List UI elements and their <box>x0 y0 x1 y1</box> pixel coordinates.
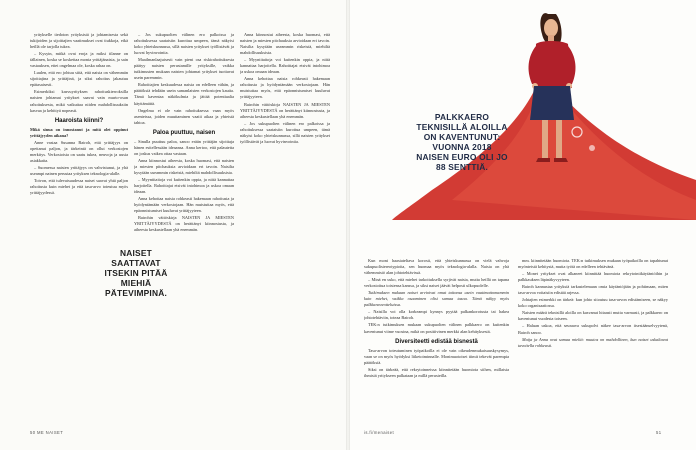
paragraph: – Minä en usko, että miehet tarkoituksella syrjivät naisia, mutta heillä on tapana verkostoitua toistensa kanssa, ja siksi naiset jäävät helposti ulkopuolelle. <box>364 277 509 289</box>
paragraph: – Kysyin, mitkä ovat eroja ja miksi tilanne on tällainen, koska se koskettaa monia yrittäjänaisia, ja sain vastauksen, ettei ongelmaa ole, koska rahaa on. <box>30 51 128 69</box>
paragraph: Tutkimuksen mukaan naiset arvioivat omat taitonsa usein vaatimattomammin kuin miehet, vaikka osaaminen olisi samaa tasoa. Tämä näkyy myös palkkaneuvotteluissa. <box>364 290 509 308</box>
page-folio-right: 51 <box>656 430 662 435</box>
paragraph: – Jos sukupuolten välinen ero palkoissa ja rahoituksessa saataisiin kurottua umpeen, tämä näkyisi koko yhteiskunnassa, sillä naisten yritykset työllistävät ja luovat hyvinvointia. <box>134 32 234 56</box>
paragraph: Toivon, että tulevaisuudessa naiset saavat yhtä paljon rahoitusta kuin miehet ja että tasa-arvo toteutuu myös yrittäjyydessä. <box>30 177 128 196</box>
paragraph: – Naisilla voi olla korkeampi kynnys pyytää palkankorotusta tai hakea johtotehtäviin, toteaa Bairoh. <box>364 309 509 321</box>
paragraph: Tasa-arvon toteutuminen työpaikoilla ei ole vain oikeudenmukaisuuskysymys, vaan se on myös hyödyksi liiketoiminnalle. Monimuotoiset tiimit tekevät parempia päätöksiä. <box>364 347 509 365</box>
left-column-2 <box>134 32 234 425</box>
paragraph: Anna kehottaa naisia rohkeasti hakemaan rahoitusta ja hyödyntämään verkostojaan. Hän muistuttaa myös, että epäonnistumiset kuuluvat yrittäjyyteen. <box>134 196 234 214</box>
right-column-1 <box>364 258 509 428</box>
right-column-2 <box>518 258 668 428</box>
paragraph: Mikä sinua on innostanut ja mitä olet oppinut yrittäjyyden aikana? <box>30 126 128 138</box>
paragraph: – Jos sukupuolten välinen ero palkoissa ja rahoituksessa saataisiin kurottua umpeen, tämä näkyisi koko yhteiskunnassa, sillä naisten yritykset työllistävät ja luovat hyvinvointia. <box>240 120 330 144</box>
paragraph: Siksi on tärkeää, että rekrytoinneissa kiinnitetään huomiota siihen, millaisia ihmisiä yritykseen palkataan ja millä perusteilla. <box>364 366 509 378</box>
paragraph: Bairohin väitöskirja NAISTEN JA MIESTEN YRITTÄJYYDESTÄ on herättänyt kiinnostusta, ja aiheesta keskustellaan yhä enemmän. <box>240 101 330 119</box>
paragraph: Bairoh kannustaa yrityksiä tarkastelemaan omia käytäntöjään ja pohtimaan, miten tasa-arvoa voitaisiin edistää arjessa. <box>518 284 668 296</box>
paragraph: Esimerkiksi kasvuyrityksen rahoituskierroksilla naisten johtamat yritykset saavat vain murto-osan rahoituksesta, mikä vaikuttaa niiden mahdollisuuksiin kasvaa ja kehittyä nopeasti. <box>30 89 128 113</box>
paragraph: Kun moni haastateltava korosti, että yhteiskunnassa on vielä vahvoja sukupuolistereotypioita, sen huomaa myös teknologia-alalla. Naisia on yhä vähemmistö alan johtotehtävissä. <box>364 258 509 276</box>
paragraph: Ongelma ei ole vain rahoituksessa vaan myös asenteissa, joiden muuttaminen vaatii aikaa ja yhteistä tahtoa. <box>134 107 234 125</box>
page-folio-left: 50 ME NAISET <box>30 430 64 435</box>
paragraph: Naisten määrä teknisillä aloilla on kasvanut hitaasti mutta varmasti, ja palkkaero on kaventunut vuodesta toiseen. <box>518 310 668 322</box>
paragraph: – Myyntitaitoja voi kuitenkin oppia, ja niitä kannattaa harjoitella. Rahoittajat etsivät intohimoa ja uskoa omaan ideaan. <box>240 57 330 75</box>
section-heading: Diversiteetti edistää bisnestä <box>395 338 478 345</box>
section-heading: Haaroista kiinni? <box>54 117 104 124</box>
pull-quote-right: PALKKAERO TEKNISILLÄ ALOILLA ON KAVENTUNUT: VUONNA 2018 NAISEN EURO OLI JO 88 SENTTIÄ. <box>416 112 508 172</box>
paragraph: – Myyntitaitoja voi kuitenkin oppia, ja niitä kannattaa harjoitella. Rahoittajat etsivät intohimoa ja uskoa omaan ideaan. <box>134 176 234 195</box>
paragraph: – Suomessa naisten yrittäjyys on vahvistunut, ja yhä useampi nainen perustaa yrityksen teknologia-alalle. <box>30 164 128 176</box>
paragraph: Maailmanlaajuisesti vain pieni osa riskirahoituksesta päätyy naisten perustamille yrityksille, vaikka tutkimusten mukaan naisten johtamat yritykset tuottavat usein paremmin. <box>134 57 234 81</box>
page-folio-url: is.fi/menaiset <box>364 430 395 435</box>
paragraph: yritykselle tiedoton yrityksistä ja johtamisesta sekä tukijoiden ja sijoittajien vaatimukset ovat tiukkoja, eikä heillä ole tarjolla tukea. <box>30 32 128 50</box>
paragraph: Rahoittajien keskuudessa naisia on edelleen vähän, ja päätöksiä tehdään usein samanlaisten verkostojen kautta. Tämä kaventaa näkökulmia ja jättää potentiaalia käyttämättä. <box>134 82 234 106</box>
paragraph: – Sinulla puuttuu paloa, sanoo erään yrittäjän sijoittaja hänen esitellessään ideaansa. Anna kertoo, että palautetta on joskus vaikea ottaa vastaan. <box>134 138 234 156</box>
paragraph: Bairohin väitöskirja NAISTEN JA MIESTEN YRITTÄJYYDESTÄ on herättänyt kiinnostusta, ja aiheesta keskustellaan yhä enemmän. <box>134 215 234 233</box>
paragraph: Anna kiinnostui aiheesta, koska huomasi, että naisten ja miesten pitchauksia arvioidaan eri tavoin. Naisilta kysytään useammin riskeistä, miehiltä mahdollisuuksista. <box>240 32 330 56</box>
section-heading: Paloa puuttuu, naisen <box>152 129 216 136</box>
left-column-1 <box>30 32 128 425</box>
pull-quote: NAISET SAATTAVAT ITSEKIN PITÄÄ MIEHIÄ PÄTEVIMPINÄ. <box>104 248 168 298</box>
paragraph: Anne vastaa Susanna Bairoh, että yrittäjyys on opettanut paljon, ja tärkeintä on ollut verkostojen merkitys. Verkostoista on saatu tukea, neuvoja ja uusia asiakkaita. <box>30 139 128 163</box>
paragraph: Maija ja Anna ovat samaa mieltä: muutos on mahdollinen, kun naiset uskaltavat tavoitella rohkeasti. <box>518 336 668 348</box>
paragraph: Luulen, että ero johtuu siitä, että naisia on vähemmän sijoittajina ja yrittäjinä, ja siksi rahoitus jakautuu epätasaisesti. <box>30 70 128 88</box>
paragraph: mm. kiinnitetään huomiota. TEK:n tutkimuksen mukaan työpaikoilla on tapahtunut myönteistä kehitystä, mutta työtä on edelleen tehtävänä. <box>518 258 668 270</box>
paragraph: Anna kehottaa naisia rohkeasti hakemaan rahoitusta ja hyödyntämään verkostojaan. Hän muistuttaa myös, että epäonnistumiset kuuluvat yrittäjyyteen. <box>240 76 330 100</box>
left-column-3 <box>240 32 330 425</box>
paragraph: – Monet yritykset ovat alkaneet kiinnittää huomiota rekrytointikäytäntöihin ja palkkauksen läpinäkyvyyteen. <box>518 271 668 283</box>
paragraph: Johtajien esimerkki on tärkeä: kun johto sitoutuu tasa-arvon edistämiseen, se näkyy koko organisaatiossa. <box>518 297 668 309</box>
paragraph: TEK:n tutkimuksen mukaan sukupuolten välinen palkkaero on kuitenkin kaventunut viime vuosina, mikä on positiivinen merkki alan kehityksestä. <box>364 322 509 334</box>
paragraph: Anna kiinnostui aiheesta, koska huomasi, että naisten ja miesten pitchauksia arvioidaan eri tavoin. Naisilta kysytään useammin riskeistä, miehiltä mahdollisuuksista. <box>134 157 234 175</box>
paragraph: – Haluan uskoa, että seuraava sukupolvi näkee tasa-arvon itsestäänselvyytenä, Bairoh sanoo. <box>518 323 668 335</box>
page-gutter <box>346 0 350 450</box>
